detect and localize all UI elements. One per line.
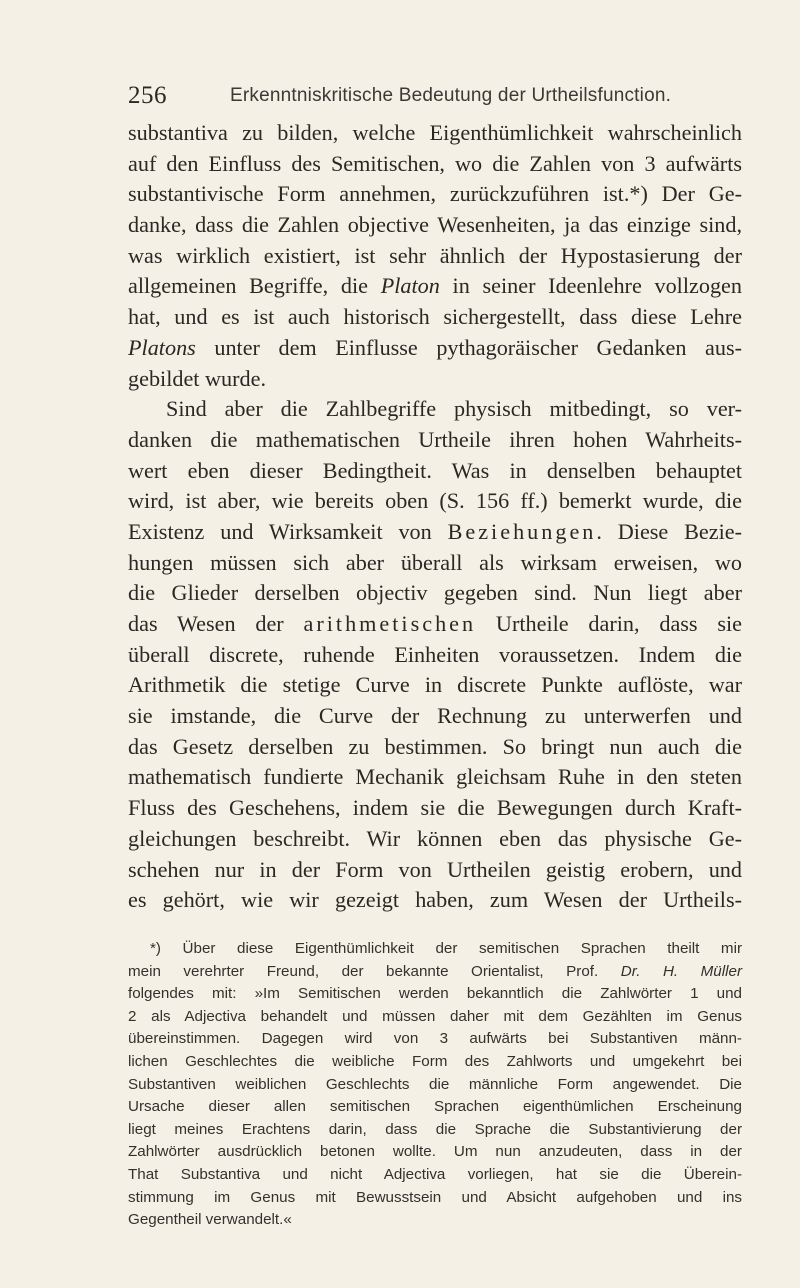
footnote-line: folgendes mit: »Im Semitischen werden bekanntlich die Zahlwörter 1 und [128,985,742,1003]
spaced-emphasis: Beziehungen [447,518,597,544]
footnote-line: übereinstimmen. Dagegen wird von 3 aufwärts bei Substantiven männ- [128,1030,742,1048]
text-line: Fluss des Geschehens, indem sie die Bewegungen durch Kraft- [128,795,742,821]
running-head: Erkenntniskritische Bedeutung der Urtheilsfunction. [230,85,672,106]
footnote-line: *) Über diese Eigenthümlichkeit der semitischen Sprachen theilt mir [150,940,742,957]
text-line: auf den Einfluss des Semitischen, wo die Zahlen von 3 aufwärts [128,150,742,176]
text-line: gleichungen beschreibt. Wir können eben das physische Ge- [128,825,742,851]
italic-name-mueller: Dr. H. Müller [620,962,742,980]
text-line: die Glieder derselben objectiv gegeben sind. Nun liegt aber [128,580,742,606]
footnote-line: 2 als Adjectiva behandelt und müssen daher mit dem Gezählten im Genus [128,1007,742,1025]
text-run: unter dem Einflusse pythagoräischer Gedanken aus- [195,334,742,360]
text-line: überall discrete, ruhende Einheiten voraussetzen. Indem die [128,641,742,667]
text-line: danke, dass die Zahlen objective Wesenheiten, ja das einzige sind, [128,212,742,238]
text-line: substantivische Form annehmen, zurückzuführen ist.*) Der Ge- [128,181,742,207]
text-run: mein verehrter Freund, der bekannte Orientalist, Prof. [128,962,621,980]
text-line: es gehört, wie wir gezeigt haben, zum Wesen der Urtheils- [128,887,742,913]
italic-name-platon: Platon [380,273,440,299]
footnote-line [128,961,742,984]
text-run: Urtheile darin, dass sie [476,611,743,636]
page-header [130,80,740,112]
text-line [128,271,742,302]
text-line: substantiva zu bilden, welche Eigenthümlichkeit wahrscheinlich [128,120,742,145]
spaced-emphasis: arithmetischen [303,611,477,636]
paragraph-start: Sind aber die Zahlbegriffe physisch mitbedingt, so ver- [166,396,742,422]
italic-name-platons: Platons [128,334,196,360]
text-line: mathematisch fundierte Mechanik gleichsam Ruhe in den steten [128,764,742,790]
page-number: 256 [128,82,167,109]
footnote-line: liegt meines Erachtens darin, dass die Sprache die Substantivierung der [128,1120,742,1138]
footnote-line: Substantiven weiblichen Geschlechts die männliche Form angewendet. Die [128,1075,742,1093]
main-text [128,118,742,916]
text-line [128,333,742,364]
text-line: wert eben dieser Bedingtheit. Was in denselben behauptet [128,457,742,483]
text-line [128,517,742,548]
text-line [128,609,742,640]
text-line: schehen nur in der Form von Urtheilen geistig erobern, und [128,856,742,882]
text-line: das Gesetz derselben zu bestimmen. So bringt nun auch die [128,733,742,759]
footnote [128,938,742,1232]
footnote-line: lichen Geschlechtes die weibliche Form des Zahlworts und umgekehrt bei [128,1052,742,1070]
footnote-line: Gegentheil verwandelt.« [128,1211,292,1229]
text-run: in seiner Ideenlehre vollzogen [439,273,742,299]
text-run: Existenz und Wirksamkeit von [128,518,448,544]
text-line: was wirklich existiert, ist sehr ähnlich der Hypostasierung der [128,242,742,268]
text-line: gebildet wurde. [128,365,267,391]
footnote-line: Zahlwörter ausdrücklich betonen wollte. Um nun anzudeuten, dass in der [128,1143,742,1161]
text-run: das Wesen der [128,611,304,636]
text-line: hat, und es ist auch historisch sichergestellt, dass diese Lehre [128,304,742,330]
footnote-line: stimmung im Genus mit Bewusstsein und Absicht aufgehoben und ins [128,1188,742,1206]
text-run: . Diese Bezie- [596,518,742,544]
text-line: Arithmetik die stetige Curve in discrete Punkte auflöste, war [128,672,742,698]
footnote-line: That Substantiva und nicht Adjectiva vorliegen, hat sie die Überein- [128,1165,742,1183]
text-line: sie imstande, die Curve der Rechnung zu unterwerfen und [128,703,742,729]
text-line: wird, ist aber, wie bereits oben (S. 156 ff.) bemerkt wurde, die [128,488,742,514]
text-run: allgemeinen Begriffe, die [128,273,381,299]
text-line: danken die mathematischen Urtheile ihren hohen Wahrheits- [128,426,742,452]
text-line: hungen müssen sich aber überall als wirksam erweisen, wo [128,549,742,575]
footnote-line: Ursache dieser allen semitischen Sprachen eigenthümlichen Erscheinung [128,1098,742,1116]
